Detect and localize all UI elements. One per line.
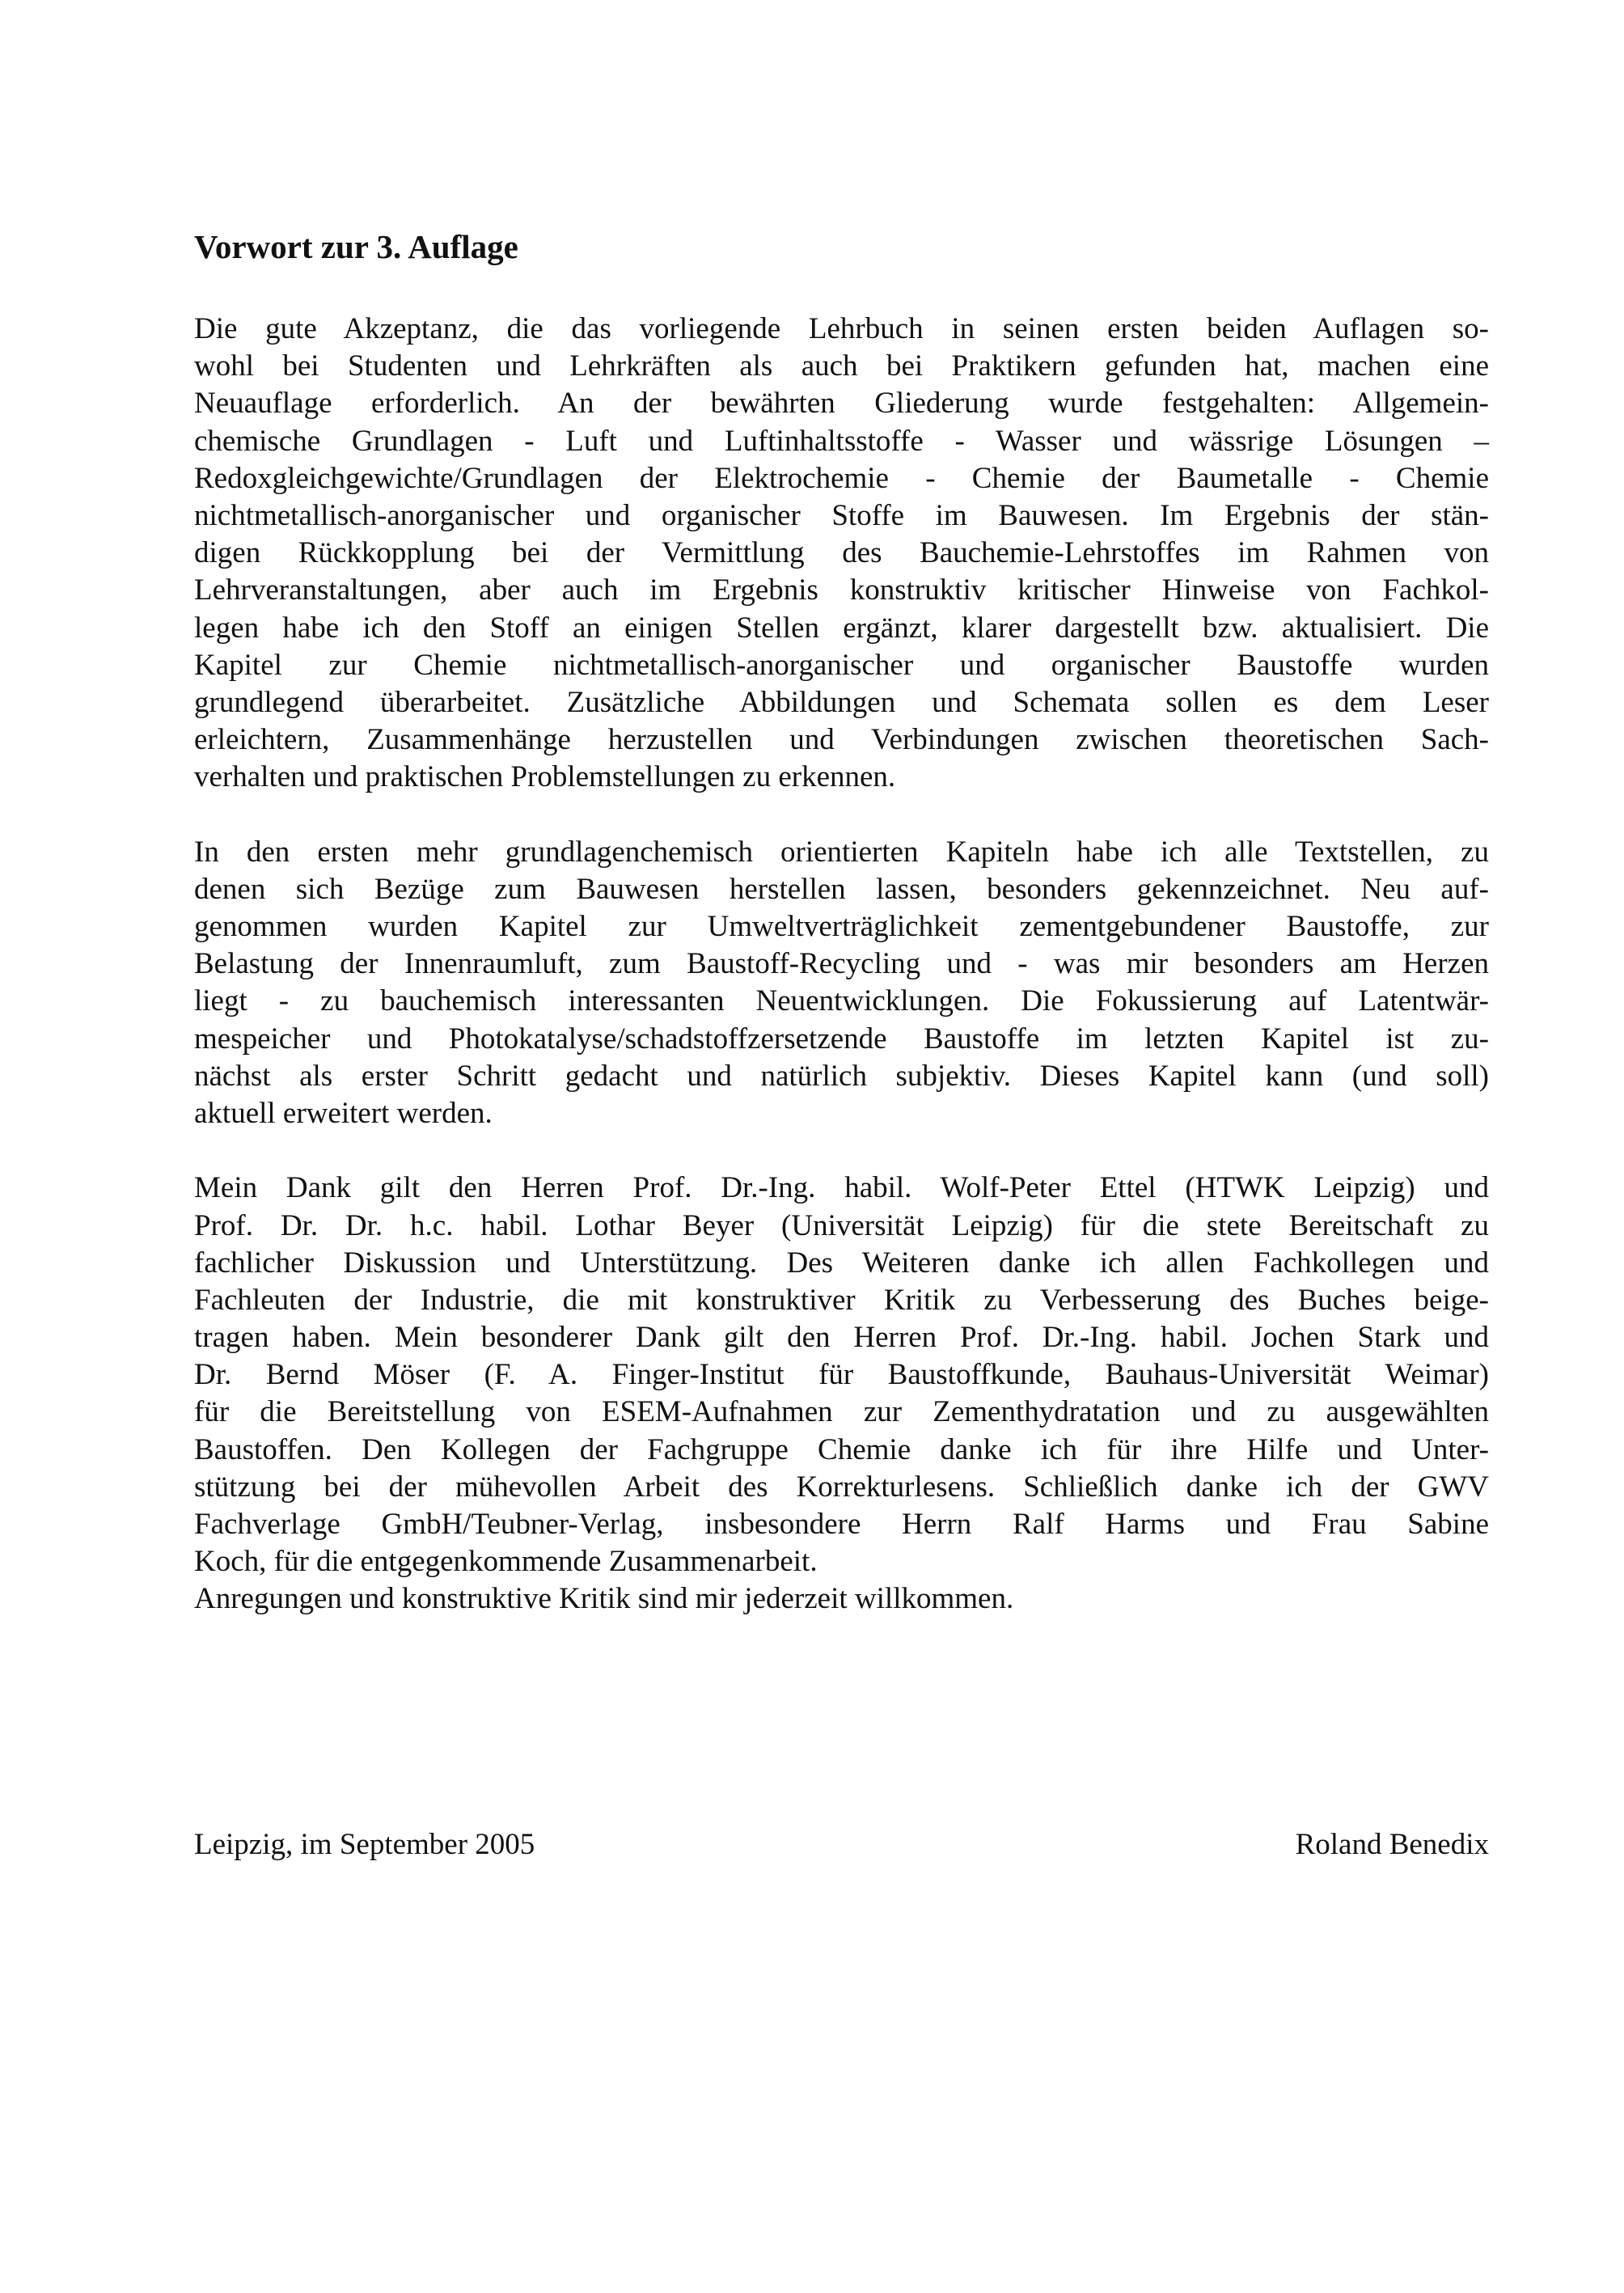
- text-line: Prof. Dr. Dr. h.c. habil. Lothar Beyer (Universität Leipzig) für die stete Bereitschaft zu: [194, 1208, 1489, 1242]
- text-line: Anregungen und konstruktive Kritik sind mir jederzeit willkommen.: [194, 1582, 1014, 1616]
- text-line: erleichtern, Zusammenhänge herzustellen und Verbindungen zwischen theoretischen Sach-: [194, 723, 1489, 757]
- text-line: tragen haben. Mein besonderer Dank gilt den Herren Prof. Dr.-Ing. habil. Jochen Stark und: [194, 1321, 1489, 1355]
- paragraph-3: [194, 1170, 1489, 1618]
- text-line: Lehrveranstaltungen, aber auch im Ergebnis konstruktiv kritischer Hinweise von Fachkol-: [194, 573, 1489, 607]
- paragraph-spacer: [194, 796, 1489, 833]
- body-text: [194, 311, 1489, 1618]
- text-line: Dr. Bernd Möser (F. A. Finger-Institut für Baustoffkunde, Bauhaus-Universität Weimar): [194, 1358, 1489, 1392]
- text-line: Mein Dank gilt den Herren Prof. Dr.-Ing. habil. Wolf-Peter Ettel (HTWK Leipzig) und: [194, 1171, 1489, 1205]
- text-line: wohl bei Studenten und Lehrkräften als auch bei Praktikern gefunden hat, machen eine: [194, 349, 1489, 383]
- paragraph-1: [194, 311, 1489, 796]
- text-line: stützung bei der mühevollen Arbeit des Korrekturlesens. Schließlich danke ich der GWV: [194, 1470, 1489, 1504]
- text-line: für die Bereitstellung von ESEM-Aufnahmen zur Zementhydratation und zu ausgewählten: [194, 1395, 1489, 1429]
- text-line: Belastung der Innenraumluft, zum Baustoff-Recycling und - was mir besonders am Herzen: [194, 947, 1489, 981]
- text-line: Koch, für die entgegenkommende Zusammenarbeit.: [194, 1545, 818, 1579]
- author-name: Roland Benedix: [1295, 1828, 1489, 1861]
- text-line: nichtmetallisch-anorganischer und organischer Stoffe im Bauwesen. Im Ergebnis der stän-: [194, 498, 1489, 532]
- signature-block: [194, 1826, 1489, 1864]
- text-line: genommen wurden Kapitel zur Umweltverträglichkeit zementgebundener Baustoffe, zur: [194, 910, 1489, 943]
- text-line: liegt - zu bauchemisch interessanten Neuentwicklungen. Die Fokussierung auf Latentwär-: [194, 984, 1489, 1018]
- text-line: verhalten und praktischen Problemstellungen zu erkennen.: [194, 760, 896, 794]
- text-line: Fachleuten der Industrie, die mit konstruktiver Kritik zu Verbesserung des Buches beige-: [194, 1283, 1489, 1317]
- text-line: denen sich Bezüge zum Bauwesen herstellen lassen, besonders gekennzeichnet. Neu auf-: [194, 872, 1489, 906]
- text-line: digen Rückkopplung bei der Vermittlung des Bauchemie-Lehrstoffes im Rahmen von: [194, 536, 1489, 570]
- text-line: Fachverlage GmbH/Teubner-Verlag, insbesondere Herrn Ralf Harms und Frau Sabine: [194, 1508, 1489, 1541]
- text-line: fachlicher Diskussion und Unterstützung. Des Weiteren danke ich allen Fachkollegen und: [194, 1246, 1489, 1280]
- text-line: Kapitel zur Chemie nichtmetallisch-anorganischer und organischer Baustoffe wurden: [194, 648, 1489, 682]
- text-line: nächst als erster Schritt gedacht und natürlich subjektiv. Dieses Kapitel kann (und soll): [194, 1059, 1489, 1093]
- text-line: Baustoffen. Den Kollegen der Fachgruppe Chemie danke ich für ihre Hilfe und Unter-: [194, 1432, 1489, 1466]
- text-line: Redoxgleichgewichte/Grundlagen der Elektrochemie - Chemie der Baumetalle - Chemie: [194, 461, 1489, 495]
- text-line: mespeicher und Photokatalyse/schadstoffzersetzende Baustoffe im letzten Kapitel ist zu-: [194, 1022, 1489, 1056]
- text-line: In den ersten mehr grundlagenchemisch orientierten Kapiteln habe ich alle Textstellen, zu: [194, 835, 1489, 869]
- place-date: Leipzig, im September 2005: [194, 1828, 535, 1861]
- page-title: Vorwort zur 3. Auflage: [194, 228, 518, 265]
- text-line: grundlegend überarbeitet. Zusätzliche Abbildungen und Schemata sollen es dem Leser: [194, 685, 1489, 719]
- text-line: chemische Grundlagen - Luft und Luftinhaltsstoffe - Wasser und wässrige Lösungen –: [194, 424, 1489, 458]
- text-line: Die gute Akzeptanz, die das vorliegende Lehrbuch in seinen ersten beiden Auflagen so-: [194, 312, 1489, 345]
- text-line: Neuauflage erforderlich. An der bewährten Gliederung wurde festgehalten: Allgemein-: [194, 387, 1489, 421]
- paragraph-spacer: [194, 1132, 1489, 1170]
- text-line: aktuell erweitert werden.: [194, 1096, 493, 1130]
- text-line: legen habe ich den Stoff an einigen Stellen ergänzt, klarer dargestellt bzw. aktualisiert. Die: [194, 611, 1489, 645]
- paragraph-2: [194, 834, 1489, 1133]
